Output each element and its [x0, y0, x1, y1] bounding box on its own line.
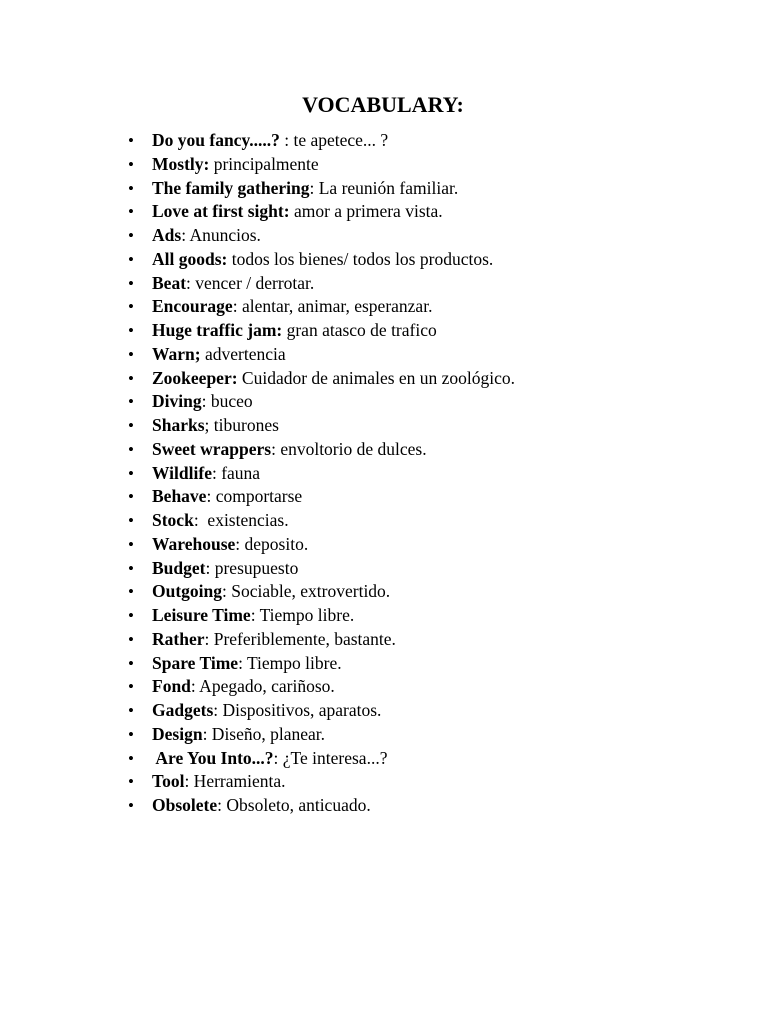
vocab-term: Warn;: [152, 343, 201, 364]
bullet-icon: •: [128, 439, 134, 459]
list-item: [128, 153, 515, 177]
vocab-definition: : Tiempo libre.: [250, 605, 355, 625]
vocab-definition: : La reunión familiar.: [309, 177, 459, 198]
list-item: [128, 580, 515, 604]
list-item: [128, 723, 515, 747]
vocab-definition: : Herramienta.: [184, 771, 286, 792]
vocab-definition: gran atasco de trafico: [282, 320, 437, 340]
list-item: [128, 390, 515, 414]
vocab-definition: : presupuesto: [205, 557, 299, 578]
list-item: [128, 438, 515, 462]
list-item: [128, 747, 515, 771]
vocab-term: Love at first sight:: [152, 201, 290, 222]
bullet-icon: •: [128, 463, 134, 483]
vocab-definition: : alentar, animar, esperanzar.: [232, 296, 433, 317]
bullet-icon: •: [128, 629, 134, 649]
list-item: [128, 129, 515, 153]
bullet-icon: •: [128, 344, 134, 364]
vocab-term: Encourage: [152, 296, 233, 317]
list-item: [128, 604, 515, 628]
bullet-icon: •: [128, 653, 134, 673]
vocab-definition: : Dispositivos, aparatos.: [213, 700, 382, 720]
list-item: [128, 557, 515, 581]
vocab-term: Outgoing: [152, 581, 223, 602]
vocab-definition: : Apegado, cariñoso.: [190, 676, 335, 697]
vocab-term: Are You Into...?: [152, 747, 274, 768]
bullet-icon: •: [128, 534, 134, 554]
list-item: [128, 272, 515, 296]
list-item: [128, 462, 515, 486]
vocab-term: Budget: [152, 557, 206, 578]
vocab-definition: : Anuncios.: [181, 225, 261, 245]
bullet-icon: •: [128, 131, 134, 150]
list-item: [128, 343, 515, 367]
bullet-icon: •: [128, 321, 134, 340]
list-item: [128, 652, 515, 676]
vocab-definition: : buceo: [201, 391, 253, 412]
vocabulary-list: [128, 129, 515, 818]
vocab-term: Fond: [152, 676, 191, 697]
list-item: [128, 177, 515, 201]
bullet-icon: •: [128, 748, 134, 768]
vocab-definition: principalmente: [209, 153, 319, 174]
bullet-icon: •: [128, 273, 134, 293]
vocab-definition: : existencias.: [193, 510, 289, 530]
list-item: [128, 628, 515, 652]
list-item: [128, 533, 515, 557]
bullet-icon: •: [128, 796, 134, 815]
vocab-term: The family gathering: [152, 177, 310, 198]
vocab-term: Warehouse: [152, 533, 236, 554]
list-item: [128, 794, 515, 818]
vocab-definition: : ¿Te interesa...?: [273, 747, 388, 768]
vocab-term: Stock: [152, 510, 194, 530]
list-item: [128, 319, 515, 343]
list-item: [128, 699, 515, 723]
bullet-icon: •: [128, 392, 134, 412]
vocab-term: Beat: [152, 272, 187, 293]
list-item: [128, 295, 515, 319]
vocab-term: Leisure Time: [152, 605, 251, 625]
vocab-definition: : Preferiblemente, bastante.: [204, 628, 396, 649]
vocab-definition: : Obsoleto, anticuado.: [217, 795, 371, 815]
bullet-icon: •: [128, 558, 134, 578]
vocab-term: Sweet wrappers: [152, 438, 272, 459]
list-item: [128, 200, 515, 224]
bullet-icon: •: [128, 154, 134, 174]
bullet-icon: •: [128, 772, 134, 792]
vocab-term: Obsolete: [152, 795, 218, 815]
vocab-definition: : deposito.: [235, 533, 309, 554]
bullet-icon: •: [128, 202, 134, 222]
bullet-icon: •: [128, 606, 134, 625]
bullet-icon: •: [128, 677, 134, 697]
vocab-definition: amor a primera vista.: [289, 201, 443, 222]
vocab-definition: advertencia: [200, 343, 286, 364]
vocab-term: Huge traffic jam:: [152, 320, 283, 340]
bullet-icon: •: [128, 249, 134, 269]
vocab-term: Diving: [152, 391, 202, 412]
list-item: [128, 485, 515, 509]
bullet-icon: •: [128, 226, 134, 245]
list-item: [128, 248, 515, 272]
vocab-definition: : vencer / derrotar.: [186, 272, 315, 293]
bullet-icon: •: [128, 178, 134, 198]
vocab-term: Rather: [152, 628, 205, 649]
vocab-definition: : Sociable, extrovertido.: [222, 581, 391, 602]
vocab-definition: : Tiempo libre.: [238, 652, 342, 673]
vocab-term: Design: [152, 723, 203, 744]
vocab-definition: : te apetece... ?: [279, 130, 389, 150]
vocab-term: Do you fancy.....?: [152, 130, 280, 150]
bullet-icon: •: [128, 511, 134, 530]
vocab-term: Tool: [152, 771, 185, 792]
vocab-definition: Cuidador de animales en un zoológico.: [237, 367, 516, 388]
vocab-term: Mostly:: [152, 153, 210, 174]
list-item: [128, 367, 515, 391]
vocab-definition: : envoltorio de dulces.: [271, 438, 427, 459]
bullet-icon: •: [128, 582, 134, 602]
bullet-icon: •: [128, 368, 134, 388]
vocab-definition: ; tiburones: [204, 415, 279, 435]
list-item: [128, 675, 515, 699]
list-item: [128, 770, 515, 794]
bullet-icon: •: [128, 297, 134, 317]
vocab-definition: todos los bienes/ todos los productos.: [227, 248, 494, 269]
vocab-definition: : comportarse: [206, 486, 303, 507]
vocab-definition: : Diseño, planear.: [202, 723, 326, 744]
bullet-icon: •: [128, 724, 134, 744]
list-item: [128, 224, 515, 248]
vocab-term: All goods:: [152, 248, 228, 269]
vocab-term: Zookeeper:: [152, 367, 238, 388]
vocab-term: Gadgets: [152, 700, 214, 720]
vocab-term: Wildlife: [152, 462, 212, 483]
vocab-term: Ads: [152, 225, 182, 245]
vocab-term: Behave: [152, 486, 207, 507]
vocab-term: Sharks: [152, 415, 205, 435]
bullet-icon: •: [128, 701, 134, 720]
list-item: [128, 414, 515, 438]
list-item: [128, 509, 515, 533]
page-title: VOCABULARY:: [302, 92, 464, 117]
vocab-definition: : fauna: [211, 462, 261, 483]
vocab-term: Spare Time: [152, 652, 239, 673]
bullet-icon: •: [128, 487, 134, 507]
bullet-icon: •: [128, 416, 134, 435]
